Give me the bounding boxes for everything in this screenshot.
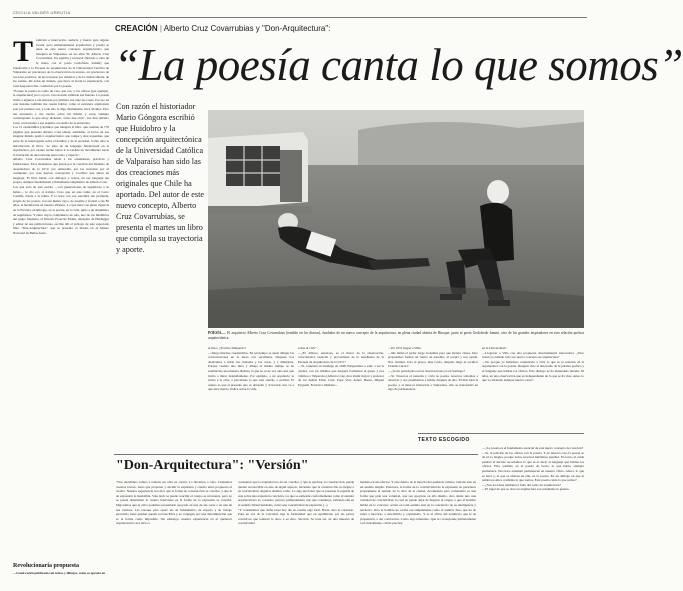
kicker-rest: Alberto Cruz Covarrubias y "Don-Arquitectura": [163,24,331,33]
photo [208,110,584,328]
texto-escogido-rule [418,433,584,434]
top-rule [13,17,587,18]
kicker: CREACIÓN [115,24,158,33]
version-col-1: "Nos decidimos vamos a realizar un obra en cartón. Lo llevamos a cabo. Llamamos cuentos breves, tanto que proponer y decidir la expresión y cuadro tanto propuesto el cuadro. Nuestra experiencia nos dice que la forma de construcción se concibe, y que la de expresión la inesistible. Vale decir se puede concibir el cuerpo es un interés, pero no se puede determinar lo cuanto interviene en la forma de la expresión es concibe. Mejoramos que el cubo podemos presentarlo apoyado en una de sus caras o en una de sus vértices. Las razones para optar: las de fundamento, de espacio y de trabajo ejecutarlo tiene pueden quedar reconocibles y se conjugan por una determinación que se la forma como imposible. Sin embargo, nuestra experiencia en el quehacer arquitectónico nos lleva a [116,480,233,526]
interview-col-4: en la Universidad". —Llegaron a Viña con una propuesta absolutamente innovadora. ¿Pero traían ya armado todo ese nuevo concepto de arquitectura? —No porque ya habíamos comenzado a vivir lo que es la relación de la arquitectura con la poesía. Después vino el desarrollo de la palabra poética y el lenguaje que hablan los oficios. Este diálogo se ha mantenido durante 50 años, en una observación que es independiente de lo que se ha visto antes, lo que va abriendo siempre nuevos casos". [482,346,584,383]
lead-subhead: Revolucionaria propuesta [13,563,80,569]
photo-caption [208,331,584,343]
lead-column [13,35,109,563]
headline: “La poesía canta lo que somos” [114,40,683,90]
version-title: "Don-Arquitectura": "Versión" [116,458,309,473]
interview-col-2: sobre el vivir". —¿El diluvio, entonces, es el motor de la observación, característica esencial y proveniente de la enseñanza de la Escuela de Arquitectura de la UCV? —Sí, comenzó en Santiago en 1948. Empezamos a salir, a ver la ciudad, con los mismos que después formamos el grupo y nos vinimos a Valparaíso (Alberto Cruz, dice aludir mayor y profesor de los demás Fabio Cruz, Pepe Vial, Arturo Baeza, Miguel Eyquem, Francisco Méndez... [298,346,385,387]
version-rule [114,454,478,455]
version-col-3: mediata en sus efectos. Y este dentro de la marcha del quehacer urbano, tomado este en un sentido amplio. Entonces, la forma de la concisividad de la expresión no pertenece propiamente al sentido de la obra de la ciudad. Acometería para comentaría es una forma que pide una voluntad, que sea apoyarse en ella mismo, sino desde uno una voluntad de concisividad, la cual no puede dejar de llegarse al origen, a que el hombre habita en lo concreto: actuar en total sentido está en la conciencia de su inteligencia y territorio. Pero el hombre no recibe tan simplemente como el animal. Sino que ha de saber a buscarlo, a descubrirlo y organizarlo. Y es el oficio del arquitecto que le da propensión, a dar concreción. Como algo inherente. Que le corresponde primeramente a él; únicamente, cabría precisar [360,480,477,526]
section-byline: CECILIA VALDÉS URRUTIA [13,10,71,15]
interview-col-3: —En 1951 llegan a Viña. —Me llamó el padre Jorge González para que hiciera clases. Pero propusimos formar un centro de estudios, el aceptó y nos ayudó. Nos vinimos todo el grupo, más Godo, después llegó el escultor Claudio Girola". —¿Godo participaba en las observaciones ya en Santiago? —Sí. Nosotros el pensaba y vivía su poesía, nosotros solíamos a observar y nos juntábamos a hablar después de ello. El más bien la poesía, y al tiene la invitación a Valparaíso, ello se transformó en algo de permanencia [388,346,478,392]
kicker-line: CREACIÓN | Alberto Cruz Covarrubias y "Don-Arquitectura": [115,24,331,33]
lead-text: radición e innovación, audacia y fuerza para alguno locura, pero eminentemente arquitectura y poesía se unen en este nuevo concepto arquitectónico que inaugura en Valparaíso, en los años 50, Alberto Cruz Covarrubias. Un espíritu y un hacer (llevado a cabo de la mano con el poeta Godofredo Iommi) que transformó a la Escuela de Arquitectura de la Universidad Católica de Valparaíso en precursora de la observación en terreno, en precursora de los actos poéticos, de las travesías por América y de la ciudad abierta, de las rondas. De todas un mundo, que lleva al borde la experiencia, con total desprotección, conducido por la poesía. "Porque la poesía es como un vaso que cae, y los oficios (por ejemplo, la arquitectura) poco a poco van sacando salidarte sus fuerzas. La poesía invita a algunos a encontrarse por primera vez ante las cosas. Por eso en este instante también me cuesta hablar, como si estuviera explicando esto por primera vez, y todo ello lo digo diariamente, hace 50 años. Pero me encuentro y me vuelvo sobre mí mismo y estoy siempre construyendo lo que estoy diciendo, como una obra", nos dice Alberto Cruz, conversante a ese espíritu, en asedio de la entrevista. Los 15 cuadernillos (capítulos que integran el libro, que cuentan de 770 páginas que presenta Alberto Cruz situan, asimismo, al lector en ese singular mundo poético arquitectónico que rompe y abre esquemas, que parte de la interrogante sobre el hombre y de la novedad. Como dice la introducción al libro: "se trata de un lenguaje fundacional en la arquitectura, por cuanto recién busca ir lo estable un movimiento hacia la invención de una relación entre texto y espacio". Alberto Cruz Covarrubias relata a los enseñanzas, prácticas y fundaciones. Esos momentos que pasan por la creación del Instituto de Arquitectura de la UCV, por Amereida, por las travesías por el continente, por esas nuevas concepción y vocablos que abren un lenguaje. El libro habla, con diálogos y textos, en ese lenguaje tan propio, siempre fundamental y firmemente enigmático de Alberto Cruz. Los que todo en este escrito —con generaciones de seguidores a su haber— le dio eco al trabajo. Creo que en este taller, en el Cerro Castillo, frente a la bahía. Y lo hace con esa sencillez tan profunda, propia de los poetas, con ese humor suyo, de enorme y frontal a sus 85 años, la modelación de nuestro alfabeto. Lo que tiene con plena vigencia en la Escuela, en Ritoque, en la poesía, en la vida, junto a un sinnúmero de seguidores. Y entre cuyos compañeros de ruta, uno de los miembros del grupo fundador, el filósofo Francois Fédier, discípulo de Heidegger y editor de sus publicaciones, escribe allí el prólogo de este espectado libro "Don-Arquitectura", que se presentó el martes en el Museo Nacional de Bellas Artes. [13,38,109,235]
pullquote: Con razón el historiador Mario Góngora escribió que Huidobro y la concepción arquitectónica de la Universidad Católica de Valparaíso han sido las dos creaciones más originales que Chile ha aportado. Del autor de este nuevo concepto, Alberto Cruz Covarrubias, se presenta el martes un libro que compila su trayectoria y aporte. [116,102,204,254]
caption-text: El arquitecto Alberto Cruz Covarrubias (tendido en los diarios), fundador de un nuevo concepto de la arquitectura, en plena ciudad abierta de Ritoque, junto al poeta Godofredo Iommi, otro de los grandes inspiradores en esta relación poética arquitectónica. [208,331,584,340]
texto-escogido-label: TEXTO ESCOGIDO [418,437,470,443]
photo-illustration [208,110,584,328]
caption-lead: POESÍA.— [208,331,226,335]
lead-subhead-text: —Usted recién publicado con textos y dibujos, como se aprecia en [13,571,106,575]
interview-col-1: el libro. ¿Escribe dibujando? —Tengo muchos cuadernillos. En un tiempo se suele dibujar las conversaciones en la mesa con servilletas. Después nos dedicamos a mirar las ciudades y las casas, y a dibujarlas. Porque cuando uno mira y dibuja al mismo tiempo se ha establecido una manera distinta, la que no es de ver, sino una que invita a mirar detenidamente. Por ejemplo, a un arquitecto le invita a la obra, a percebirse lo que está viendo, a escribir. El asunto es que al presente uno es devuelto y al hacerlo uno ve a que está viendo. Indica sobre la vida, [208,346,294,392]
texto-escogido-text: —¿La poesía es el fundamento esencial de este nuevo concepto de creación? —Sí, la relación de los oficios con la poesía. Y en nuestro caso la poesía se da en la lengua, porque todos nosotros hablamos español. En torno al caída palabra al decirse recordamos lo que es el decir, el lenguaje que hablan los oficios. Ello, además, en la poesía de Godo, lo que habla, siempre permanece. Nos hace entender permanecen en nuestro oficio. Ahora, lo que se hace y, el que se aferran en ella, en la poesía. En un diálogo en que la palabra poética confirma lo que somos. Esta poesía canta lo que somos". —¿Son los ideas también el fruto del curso de arquitectura? —El lugar de que se obra en arquitectura son solamente la genera- [482,446,584,492]
drop-cap: T [13,35,34,68]
version-col-2: considerar que la expresión no da ser concibe, y que le ejecutor, la construcción, puede quedar reconocible en este de algún aspecto, haciendo que la construcción no llegue a su concisividad. Algunos detalles como. Lo algo una labor que se presente la espalda de esta sobre una expresión concisiva. La que se entiende conformamente como el atender arquitectónico es, a nuestro parecer, primeramente, uno que constituye, tomando ella en el sentido Wanal unidades, como una concisividad de expresión (...) "Y constatamos que dicha tarea hoy día no resulta algo fácil. Basta, sino la contrario. Pues en vez de la concisión rige la formalidad que en equilibrado por las partes concisivas que realizan la obra, a su sitio. Sección. Se trata así, de una muestra de concisividad [238,480,354,526]
